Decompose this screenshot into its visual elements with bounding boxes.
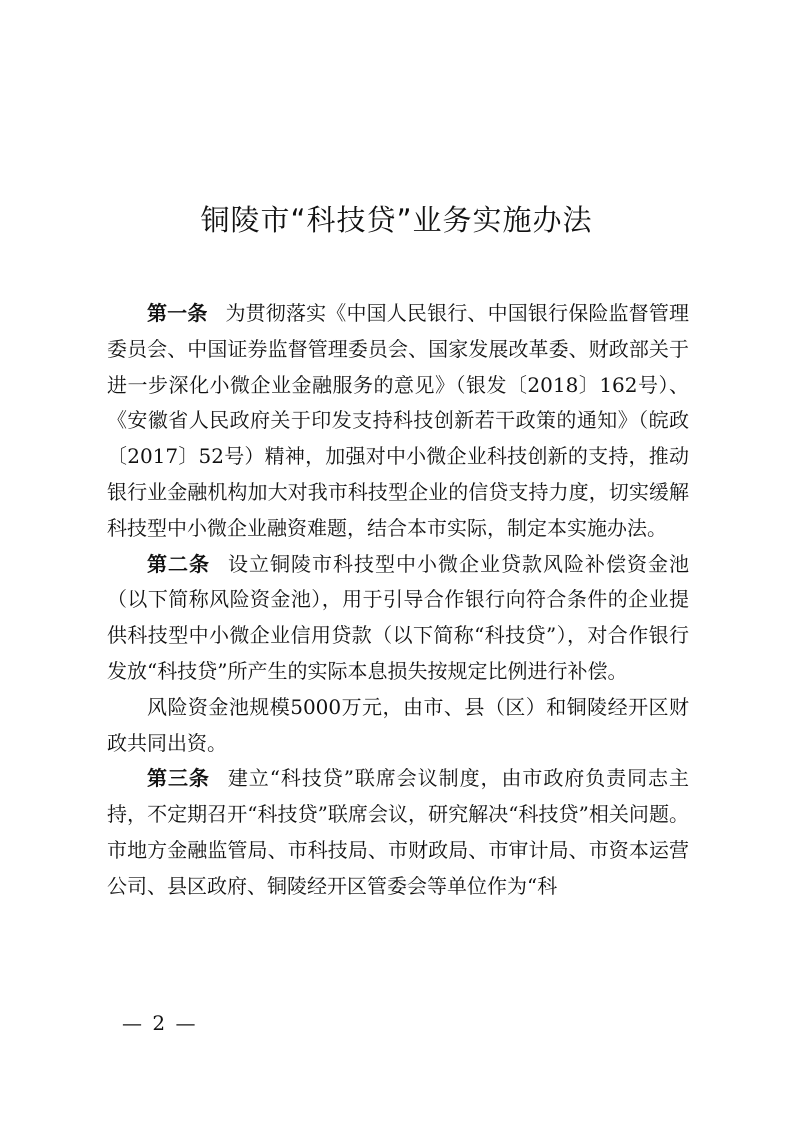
article-2-text: 设立铜陵市科技型中小微企业贷款风险补偿资金池（以下简称风险资金池），用于引导合作银行向符合条件的企业提供科技型中小微企业信用贷款（以下简称“科技贷”），对合作银行发放“科技贷”所产生的实际本息损失按规定比例进行补偿。 — [107, 551, 689, 683]
article-2-fund-size — [107, 690, 689, 762]
page-number: — 2 — — [122, 1011, 198, 1035]
document-title: 铜陵市“科技贷”业务实施办法 — [200, 203, 593, 237]
article-1-heading: 第一条 — [147, 301, 208, 325]
document-body — [107, 296, 689, 905]
article-3 — [107, 761, 689, 904]
article-1 — [107, 296, 689, 547]
article-2-fund-size-text: 风险资金池规模5000万元，由市、县（区）和铜陵经开区财政共同出资。 — [107, 694, 689, 755]
article-3-heading: 第三条 — [147, 766, 210, 791]
article-2 — [107, 547, 689, 690]
article-1-text: 为贯彻落实《中国人民银行、中国银行保险监督管理委员会、中国证券监督管理委员会、国家发展改革委、财政部关于进一步深化小微企业金融服务的意见》（银发〔2018〕162号）、《安徽省人民政府关于印发支持科技创新若干政策的通知》（皖政〔2017〕52号）精神，加强对中小微企业科技创新的支持，推动银行业金融机构加大对我市科技型企业的信贷支持力度，切实缓解科技型中小微企业融资难题，结合本市实际，制定本实施办法。 — [107, 301, 690, 540]
article-3-text: 建立“科技贷”联席会议制度，由市政府负责同志主持，不定期召开“科技贷”联席会议，研究解决“科技贷”相关问题。市地方金融监管局、市科技局、市财政局、市审计局、市资本运营公司、县区政府、铜陵经开区管委会等单位作为“科 — [107, 766, 689, 898]
article-2-heading: 第二条 — [147, 551, 210, 576]
